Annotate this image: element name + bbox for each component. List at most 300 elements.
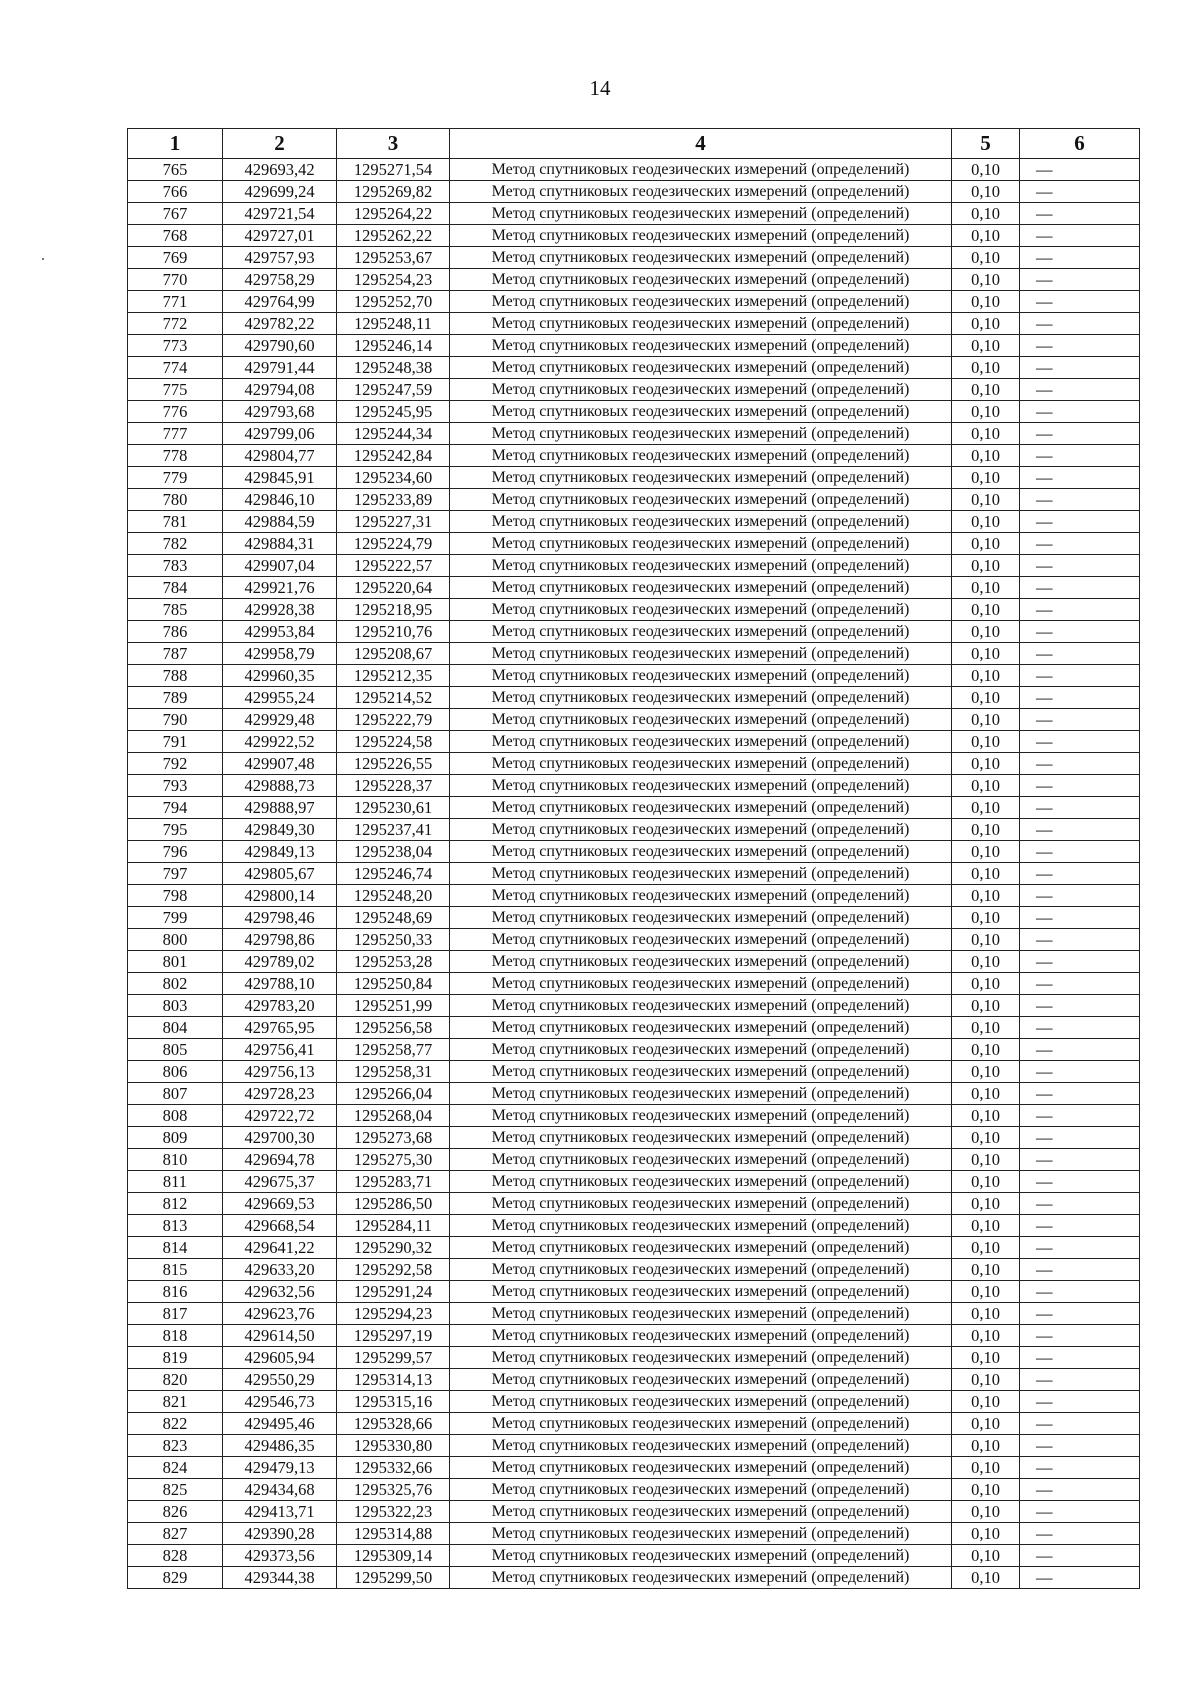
method-cell: Метод спутниковых геодезических измерений (определений) (450, 1105, 952, 1127)
description-cell: — (1020, 731, 1140, 753)
point-number-cell: 787 (128, 643, 223, 665)
table-row (128, 159, 1140, 181)
accuracy-cell: 0,10 (952, 291, 1020, 313)
x-coordinate-cell: 429799,06 (223, 423, 337, 445)
method-cell: Метод спутниковых геодезических измерений (определений) (450, 995, 952, 1017)
accuracy-cell: 0,10 (952, 1325, 1020, 1347)
accuracy-cell: 0,10 (952, 203, 1020, 225)
x-coordinate-cell: 429486,35 (223, 1435, 337, 1457)
description-cell: — (1020, 1083, 1140, 1105)
x-coordinate-cell: 429960,35 (223, 665, 337, 687)
accuracy-cell: 0,10 (952, 1501, 1020, 1523)
method-cell: Метод спутниковых геодезических измерений (определений) (450, 1501, 952, 1523)
point-number-cell: 813 (128, 1215, 223, 1237)
point-number-cell: 765 (128, 159, 223, 181)
coordinates-table (127, 128, 1140, 1589)
point-number-cell: 809 (128, 1127, 223, 1149)
table-body (128, 159, 1140, 1589)
x-coordinate-cell: 429884,59 (223, 511, 337, 533)
table-row (128, 1369, 1140, 1391)
description-cell: — (1020, 1369, 1140, 1391)
method-cell: Метод спутниковых геодезических измерений (определений) (450, 1435, 952, 1457)
table-row (128, 929, 1140, 951)
method-cell: Метод спутниковых геодезических измерений (определений) (450, 1523, 952, 1545)
description-cell: — (1020, 1259, 1140, 1281)
x-coordinate-cell: 429789,02 (223, 951, 337, 973)
table-row (128, 335, 1140, 357)
y-coordinate-cell: 1295230,61 (337, 797, 450, 819)
x-coordinate-cell: 429921,76 (223, 577, 337, 599)
accuracy-cell: 0,10 (952, 907, 1020, 929)
y-coordinate-cell: 1295309,14 (337, 1545, 450, 1567)
method-cell: Метод спутниковых геодезических измерений (определений) (450, 1215, 952, 1237)
x-coordinate-cell: 429641,22 (223, 1237, 337, 1259)
table-row (128, 1457, 1140, 1479)
accuracy-cell: 0,10 (952, 1171, 1020, 1193)
x-coordinate-cell: 429798,86 (223, 929, 337, 951)
point-number-cell: 775 (128, 379, 223, 401)
x-coordinate-cell: 429846,10 (223, 489, 337, 511)
method-cell: Метод спутниковых геодезических измерений (определений) (450, 1171, 952, 1193)
point-number-cell: 803 (128, 995, 223, 1017)
y-coordinate-cell: 1295226,55 (337, 753, 450, 775)
method-cell: Метод спутниковых геодезических измерений (определений) (450, 1061, 952, 1083)
accuracy-cell: 0,10 (952, 621, 1020, 643)
accuracy-cell: 0,10 (952, 511, 1020, 533)
page-number: 14 (589, 76, 611, 100)
accuracy-cell: 0,10 (952, 1457, 1020, 1479)
point-number-cell: 828 (128, 1545, 223, 1567)
y-coordinate-cell: 1295222,79 (337, 709, 450, 731)
description-cell: — (1020, 775, 1140, 797)
method-cell: Метод спутниковых геодезических измерений (определений) (450, 973, 952, 995)
point-number-cell: 807 (128, 1083, 223, 1105)
description-cell: — (1020, 907, 1140, 929)
description-cell: — (1020, 1325, 1140, 1347)
point-number-cell: 811 (128, 1171, 223, 1193)
y-coordinate-cell: 1295271,54 (337, 159, 450, 181)
y-coordinate-cell: 1295222,57 (337, 555, 450, 577)
point-number-cell: 796 (128, 841, 223, 863)
accuracy-cell: 0,10 (952, 1127, 1020, 1149)
y-coordinate-cell: 1295246,14 (337, 335, 450, 357)
point-number-cell: 826 (128, 1501, 223, 1523)
table-row (128, 1017, 1140, 1039)
description-cell: — (1020, 885, 1140, 907)
point-number-cell: 794 (128, 797, 223, 819)
point-number-cell: 768 (128, 225, 223, 247)
method-cell: Метод спутниковых геодезических измерений (определений) (450, 863, 952, 885)
x-coordinate-cell: 429805,67 (223, 863, 337, 885)
method-cell: Метод спутниковых геодезических измерений (определений) (450, 335, 952, 357)
table-row (128, 1193, 1140, 1215)
point-number-cell: 821 (128, 1391, 223, 1413)
method-cell: Метод спутниковых геодезических измерений (определений) (450, 709, 952, 731)
accuracy-cell: 0,10 (952, 885, 1020, 907)
point-number-cell: 791 (128, 731, 223, 753)
x-coordinate-cell: 429888,73 (223, 775, 337, 797)
accuracy-cell: 0,10 (952, 577, 1020, 599)
table-row (128, 357, 1140, 379)
method-cell: Метод спутниковых геодезических измерений (определений) (450, 1347, 952, 1369)
column-header: 4 (450, 129, 952, 159)
x-coordinate-cell: 429929,48 (223, 709, 337, 731)
accuracy-cell: 0,10 (952, 709, 1020, 731)
point-number-cell: 795 (128, 819, 223, 841)
description-cell: — (1020, 819, 1140, 841)
y-coordinate-cell: 1295297,19 (337, 1325, 450, 1347)
method-cell: Метод спутниковых геодезических измерений (определений) (450, 731, 952, 753)
description-cell: — (1020, 203, 1140, 225)
table-row (128, 863, 1140, 885)
accuracy-cell: 0,10 (952, 841, 1020, 863)
point-number-cell: 772 (128, 313, 223, 335)
x-coordinate-cell: 429675,37 (223, 1171, 337, 1193)
y-coordinate-cell: 1295254,23 (337, 269, 450, 291)
table-row (128, 951, 1140, 973)
point-number-cell: 810 (128, 1149, 223, 1171)
y-coordinate-cell: 1295315,16 (337, 1391, 450, 1413)
accuracy-cell: 0,10 (952, 643, 1020, 665)
x-coordinate-cell: 429765,95 (223, 1017, 337, 1039)
table-row (128, 555, 1140, 577)
y-coordinate-cell: 1295224,79 (337, 533, 450, 555)
table-row (128, 1545, 1140, 1567)
accuracy-cell: 0,10 (952, 445, 1020, 467)
x-coordinate-cell: 429922,52 (223, 731, 337, 753)
x-coordinate-cell: 429550,29 (223, 1369, 337, 1391)
x-coordinate-cell: 429722,72 (223, 1105, 337, 1127)
method-cell: Метод спутниковых геодезических измерений (определений) (450, 423, 952, 445)
table-row (128, 269, 1140, 291)
y-coordinate-cell: 1295325,76 (337, 1479, 450, 1501)
x-coordinate-cell: 429721,54 (223, 203, 337, 225)
point-number-cell: 814 (128, 1237, 223, 1259)
description-cell: — (1020, 533, 1140, 555)
description-cell: — (1020, 1479, 1140, 1501)
table-row (128, 709, 1140, 731)
x-coordinate-cell: 429790,60 (223, 335, 337, 357)
x-coordinate-cell: 429907,48 (223, 753, 337, 775)
description-cell: — (1020, 1149, 1140, 1171)
accuracy-cell: 0,10 (952, 1083, 1020, 1105)
y-coordinate-cell: 1295253,28 (337, 951, 450, 973)
point-number-cell: 804 (128, 1017, 223, 1039)
method-cell: Метод спутниковых геодезических измерений (определений) (450, 1039, 952, 1061)
x-coordinate-cell: 429373,56 (223, 1545, 337, 1567)
point-number-cell: 823 (128, 1435, 223, 1457)
table-row (128, 1171, 1140, 1193)
table-row (128, 841, 1140, 863)
table-row (128, 797, 1140, 819)
description-cell: — (1020, 379, 1140, 401)
point-number-cell: 816 (128, 1281, 223, 1303)
table-row (128, 511, 1140, 533)
accuracy-cell: 0,10 (952, 1435, 1020, 1457)
x-coordinate-cell: 429669,53 (223, 1193, 337, 1215)
x-coordinate-cell: 429849,30 (223, 819, 337, 841)
accuracy-cell: 0,10 (952, 951, 1020, 973)
description-cell: — (1020, 445, 1140, 467)
accuracy-cell: 0,10 (952, 863, 1020, 885)
method-cell: Метод спутниковых геодезических измерений (определений) (450, 1369, 952, 1391)
x-coordinate-cell: 429623,76 (223, 1303, 337, 1325)
description-cell: — (1020, 335, 1140, 357)
x-coordinate-cell: 429699,24 (223, 181, 337, 203)
point-number-cell: 797 (128, 863, 223, 885)
x-coordinate-cell: 429390,28 (223, 1523, 337, 1545)
accuracy-cell: 0,10 (952, 973, 1020, 995)
accuracy-cell: 0,10 (952, 599, 1020, 621)
accuracy-cell: 0,10 (952, 379, 1020, 401)
y-coordinate-cell: 1295220,64 (337, 577, 450, 599)
description-cell: — (1020, 1017, 1140, 1039)
x-coordinate-cell: 429434,68 (223, 1479, 337, 1501)
accuracy-cell: 0,10 (952, 775, 1020, 797)
y-coordinate-cell: 1295227,31 (337, 511, 450, 533)
accuracy-cell: 0,10 (952, 1303, 1020, 1325)
column-header: 2 (223, 129, 337, 159)
y-coordinate-cell: 1295248,11 (337, 313, 450, 335)
point-number-cell: 798 (128, 885, 223, 907)
y-coordinate-cell: 1295328,66 (337, 1413, 450, 1435)
y-coordinate-cell: 1295214,52 (337, 687, 450, 709)
y-coordinate-cell: 1295268,04 (337, 1105, 450, 1127)
table-row (128, 533, 1140, 555)
method-cell: Метод спутниковых геодезических измерений (определений) (450, 1457, 952, 1479)
table-row (128, 753, 1140, 775)
table-row (128, 247, 1140, 269)
point-number-cell: 773 (128, 335, 223, 357)
point-number-cell: 766 (128, 181, 223, 203)
method-cell: Метод спутниковых геодезических измерений (определений) (450, 269, 952, 291)
description-cell: — (1020, 1457, 1140, 1479)
accuracy-cell: 0,10 (952, 753, 1020, 775)
method-cell: Метод спутниковых геодезических измерений (определений) (450, 775, 952, 797)
method-cell: Метод спутниковых геодезических измерений (определений) (450, 951, 952, 973)
method-cell: Метод спутниковых геодезических измерений (определений) (450, 489, 952, 511)
description-cell: — (1020, 1193, 1140, 1215)
x-coordinate-cell: 429953,84 (223, 621, 337, 643)
table-row (128, 1105, 1140, 1127)
table-row (128, 665, 1140, 687)
scan-speck (42, 258, 44, 260)
x-coordinate-cell: 429794,08 (223, 379, 337, 401)
y-coordinate-cell: 1295237,41 (337, 819, 450, 841)
accuracy-cell: 0,10 (952, 995, 1020, 1017)
description-cell: — (1020, 1413, 1140, 1435)
x-coordinate-cell: 429700,30 (223, 1127, 337, 1149)
description-cell: — (1020, 1127, 1140, 1149)
description-cell: — (1020, 797, 1140, 819)
point-number-cell: 790 (128, 709, 223, 731)
method-cell: Метод спутниковых геодезических измерений (определений) (450, 1193, 952, 1215)
y-coordinate-cell: 1295247,59 (337, 379, 450, 401)
accuracy-cell: 0,10 (952, 1061, 1020, 1083)
point-number-cell: 781 (128, 511, 223, 533)
accuracy-cell: 0,10 (952, 1105, 1020, 1127)
y-coordinate-cell: 1295275,30 (337, 1149, 450, 1171)
method-cell: Метод спутниковых геодезических измерений (определений) (450, 665, 952, 687)
table-row (128, 379, 1140, 401)
accuracy-cell: 0,10 (952, 1347, 1020, 1369)
x-coordinate-cell: 429756,41 (223, 1039, 337, 1061)
table-row (128, 643, 1140, 665)
point-number-cell: 799 (128, 907, 223, 929)
description-cell: — (1020, 1391, 1140, 1413)
method-cell: Метод спутниковых геодезических измерений (определений) (450, 1083, 952, 1105)
x-coordinate-cell: 429800,14 (223, 885, 337, 907)
accuracy-cell: 0,10 (952, 1259, 1020, 1281)
method-cell: Метод спутниковых геодезических измерений (определений) (450, 357, 952, 379)
method-cell: Метод спутниковых геодезических измерений (определений) (450, 1303, 952, 1325)
table-row (128, 1061, 1140, 1083)
x-coordinate-cell: 429849,13 (223, 841, 337, 863)
accuracy-cell: 0,10 (952, 555, 1020, 577)
method-cell: Метод спутниковых геодезических измерений (определений) (450, 1281, 952, 1303)
x-coordinate-cell: 429955,24 (223, 687, 337, 709)
point-number-cell: 824 (128, 1457, 223, 1479)
description-cell: — (1020, 1567, 1140, 1589)
description-cell: — (1020, 1523, 1140, 1545)
point-number-cell: 769 (128, 247, 223, 269)
table-row (128, 1413, 1140, 1435)
description-cell: — (1020, 973, 1140, 995)
x-coordinate-cell: 429693,42 (223, 159, 337, 181)
description-cell: — (1020, 1347, 1140, 1369)
description-cell: — (1020, 643, 1140, 665)
y-coordinate-cell: 1295238,04 (337, 841, 450, 863)
point-number-cell: 767 (128, 203, 223, 225)
accuracy-cell: 0,10 (952, 335, 1020, 357)
point-number-cell: 808 (128, 1105, 223, 1127)
table-row (128, 599, 1140, 621)
method-cell: Метод спутниковых геодезических измерений (определений) (450, 1391, 952, 1413)
description-cell: — (1020, 665, 1140, 687)
y-coordinate-cell: 1295258,31 (337, 1061, 450, 1083)
x-coordinate-cell: 429495,46 (223, 1413, 337, 1435)
description-cell: — (1020, 951, 1140, 973)
table-row (128, 577, 1140, 599)
description-cell: — (1020, 709, 1140, 731)
table-row (128, 775, 1140, 797)
description-cell: — (1020, 1039, 1140, 1061)
description-cell: — (1020, 467, 1140, 489)
method-cell: Метод спутниковых геодезических измерений (определений) (450, 181, 952, 203)
method-cell: Метод спутниковых геодезических измерений (определений) (450, 797, 952, 819)
description-cell: — (1020, 929, 1140, 951)
method-cell: Метод спутниковых геодезических измерений (определений) (450, 643, 952, 665)
table-row (128, 731, 1140, 753)
table-row (128, 1303, 1140, 1325)
description-cell: — (1020, 1501, 1140, 1523)
point-number-cell: 820 (128, 1369, 223, 1391)
y-coordinate-cell: 1295248,69 (337, 907, 450, 929)
accuracy-cell: 0,10 (952, 1567, 1020, 1589)
point-number-cell: 778 (128, 445, 223, 467)
description-cell: — (1020, 577, 1140, 599)
method-cell: Метод спутниковых геодезических измерений (определений) (450, 313, 952, 335)
description-cell: — (1020, 1545, 1140, 1567)
accuracy-cell: 0,10 (952, 1215, 1020, 1237)
accuracy-cell: 0,10 (952, 159, 1020, 181)
point-number-cell: 806 (128, 1061, 223, 1083)
y-coordinate-cell: 1295283,71 (337, 1171, 450, 1193)
point-number-cell: 817 (128, 1303, 223, 1325)
table-row (128, 489, 1140, 511)
y-coordinate-cell: 1295294,23 (337, 1303, 450, 1325)
method-cell: Метод спутниковых геодезических измерений (определений) (450, 445, 952, 467)
x-coordinate-cell: 429958,79 (223, 643, 337, 665)
y-coordinate-cell: 1295208,67 (337, 643, 450, 665)
y-coordinate-cell: 1295248,20 (337, 885, 450, 907)
y-coordinate-cell: 1295251,99 (337, 995, 450, 1017)
description-cell: — (1020, 1303, 1140, 1325)
accuracy-cell: 0,10 (952, 665, 1020, 687)
method-cell: Метод спутниковых геодезических измерений (определений) (450, 533, 952, 555)
accuracy-cell: 0,10 (952, 1017, 1020, 1039)
description-cell: — (1020, 1171, 1140, 1193)
x-coordinate-cell: 429668,54 (223, 1215, 337, 1237)
y-coordinate-cell: 1295252,70 (337, 291, 450, 313)
method-cell: Метод спутниковых геодезических измерений (определений) (450, 401, 952, 423)
table-row (128, 1127, 1140, 1149)
x-coordinate-cell: 429546,73 (223, 1391, 337, 1413)
y-coordinate-cell: 1295322,23 (337, 1501, 450, 1523)
point-number-cell: 788 (128, 665, 223, 687)
y-coordinate-cell: 1295228,37 (337, 775, 450, 797)
point-number-cell: 771 (128, 291, 223, 313)
column-header: 6 (1020, 129, 1140, 159)
description-cell: — (1020, 313, 1140, 335)
y-coordinate-cell: 1295286,50 (337, 1193, 450, 1215)
y-coordinate-cell: 1295269,82 (337, 181, 450, 203)
table-row (128, 181, 1140, 203)
method-cell: Метод спутниковых геодезических измерений (определений) (450, 1259, 952, 1281)
table-row (128, 225, 1140, 247)
y-coordinate-cell: 1295224,58 (337, 731, 450, 753)
point-number-cell: 802 (128, 973, 223, 995)
description-cell: — (1020, 489, 1140, 511)
x-coordinate-cell: 429413,71 (223, 1501, 337, 1523)
table-row (128, 1259, 1140, 1281)
point-number-cell: 812 (128, 1193, 223, 1215)
x-coordinate-cell: 429758,29 (223, 269, 337, 291)
table-row (128, 995, 1140, 1017)
y-coordinate-cell: 1295244,34 (337, 423, 450, 445)
point-number-cell: 777 (128, 423, 223, 445)
accuracy-cell: 0,10 (952, 797, 1020, 819)
accuracy-cell: 0,10 (952, 247, 1020, 269)
accuracy-cell: 0,10 (952, 1545, 1020, 1567)
method-cell: Метод спутниковых геодезических измерений (определений) (450, 291, 952, 313)
point-number-cell: 793 (128, 775, 223, 797)
method-cell: Метод спутниковых геодезических измерений (определений) (450, 225, 952, 247)
column-header: 3 (337, 129, 450, 159)
point-number-cell: 776 (128, 401, 223, 423)
description-cell: — (1020, 1237, 1140, 1259)
x-coordinate-cell: 429727,01 (223, 225, 337, 247)
point-number-cell: 805 (128, 1039, 223, 1061)
accuracy-cell: 0,10 (952, 819, 1020, 841)
point-number-cell: 783 (128, 555, 223, 577)
method-cell: Метод спутниковых геодезических измерений (определений) (450, 159, 952, 181)
table-row (128, 291, 1140, 313)
y-coordinate-cell: 1295262,22 (337, 225, 450, 247)
x-coordinate-cell: 429614,50 (223, 1325, 337, 1347)
description-cell: — (1020, 1061, 1140, 1083)
table-row (128, 1083, 1140, 1105)
